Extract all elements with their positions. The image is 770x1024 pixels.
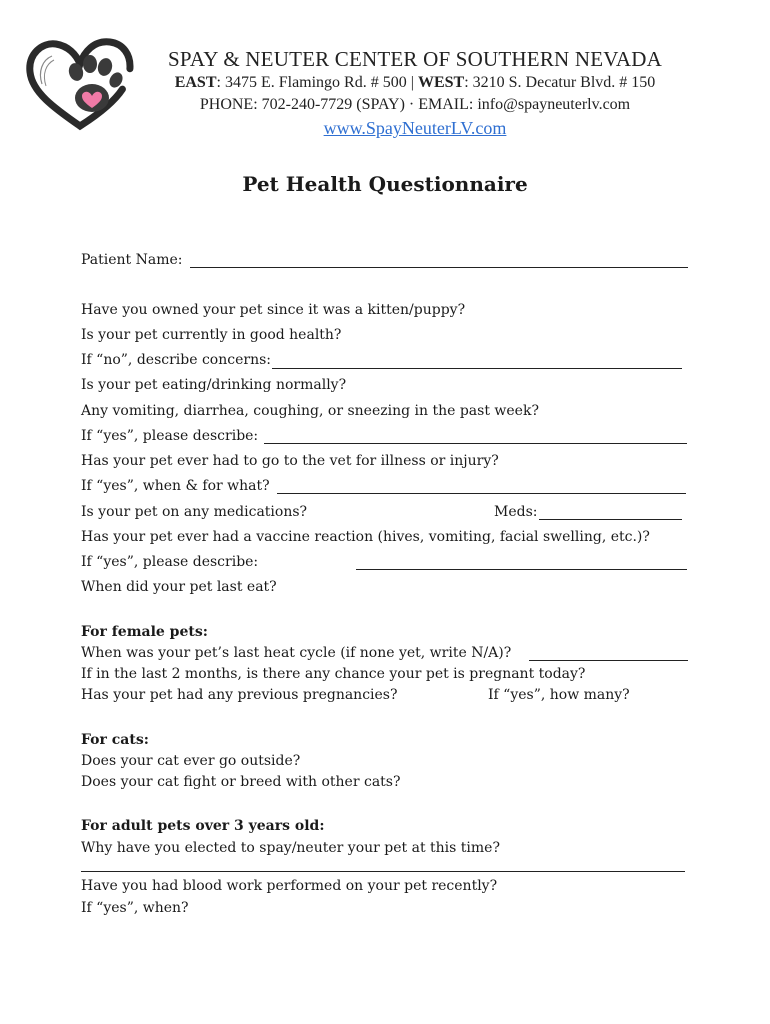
concerns-field[interactable] (272, 368, 682, 369)
question-vomiting: Any vomiting, diarrhea, coughing, or sneezing in the past week? (81, 403, 539, 419)
meds-field[interactable] (539, 519, 682, 520)
question-bloodwork: Have you had blood work performed on your pet recently? (81, 878, 498, 894)
east-label: EAST (174, 74, 217, 91)
west-label: WEST (417, 74, 465, 91)
question-describe-reaction: If “yes”, please describe: (81, 554, 259, 570)
question-describe-symptoms: If “yes”, please describe: (81, 428, 259, 444)
question-vet: Has your pet ever had to go to the vet for illness or injury? (81, 453, 499, 469)
patient-name-label: Patient Name: (81, 252, 183, 268)
heat-field[interactable] (529, 660, 688, 661)
question-why: Why have you elected to spay/neuter your pet at this time? (81, 840, 500, 856)
question-when-what: If “yes”, when & for what? (81, 478, 270, 494)
question-medications: Is your pet on any medications? (81, 504, 308, 520)
question-how-many: If “yes”, how many? (488, 687, 630, 703)
cats-section-heading: For cats: (81, 732, 149, 748)
heart-paw-logo-icon (24, 34, 136, 134)
question-owned: Have you owned your pet since it was a kitten/puppy? (81, 302, 466, 318)
question-pregnant: If in the last 2 months, is there any chance your pet is pregnant today? (81, 666, 586, 682)
question-when: If “yes”, when? (81, 900, 189, 916)
patient-name-field[interactable] (190, 267, 688, 268)
reaction-field[interactable] (356, 569, 687, 570)
question-outside: Does your cat ever go outside? (81, 753, 301, 769)
question-fight: Does your cat fight or breed with other cats? (81, 774, 401, 790)
vet-visit-field[interactable] (277, 493, 686, 494)
adult-section-heading: For adult pets over 3 years old: (81, 818, 325, 834)
contact-info: PHONE: 702-240-7729 (SPAY) · EMAIL: info@spayneuterlv.com (199, 96, 631, 113)
website-link[interactable]: www.SpayNeuterLV.com (323, 118, 507, 138)
meds-label: Meds: (494, 504, 538, 520)
east-address: : 3475 E. Flamingo Rd. # 500 | (216, 74, 418, 91)
question-last-eat: When did your pet last eat? (81, 579, 277, 595)
org-name: SPAY & NEUTER CENTER OF SOUTHERN NEVADA (168, 47, 662, 71)
why-field[interactable] (81, 871, 685, 872)
question-concerns: If “no”, describe concerns: (81, 352, 271, 368)
question-heat: When was your pet’s last heat cycle (if none yet, write N/A)? (81, 645, 512, 661)
addresses (150, 72, 680, 94)
symptoms-field[interactable] (264, 443, 687, 444)
question-pregnancies: Has your pet had any previous pregnancies? (81, 687, 398, 703)
question-health: Is your pet currently in good health? (81, 327, 342, 343)
question-eating: Is your pet eating/drinking normally? (81, 377, 347, 393)
female-section-heading: For female pets: (81, 624, 208, 640)
west-address: : 3210 S. Decatur Blvd. # 150 (464, 74, 656, 91)
question-vaccine: Has your pet ever had a vaccine reaction (hives, vomiting, facial swelling, etc.)? (81, 529, 650, 545)
page-title: Pet Health Questionnaire (242, 172, 528, 196)
letterhead (150, 46, 680, 140)
